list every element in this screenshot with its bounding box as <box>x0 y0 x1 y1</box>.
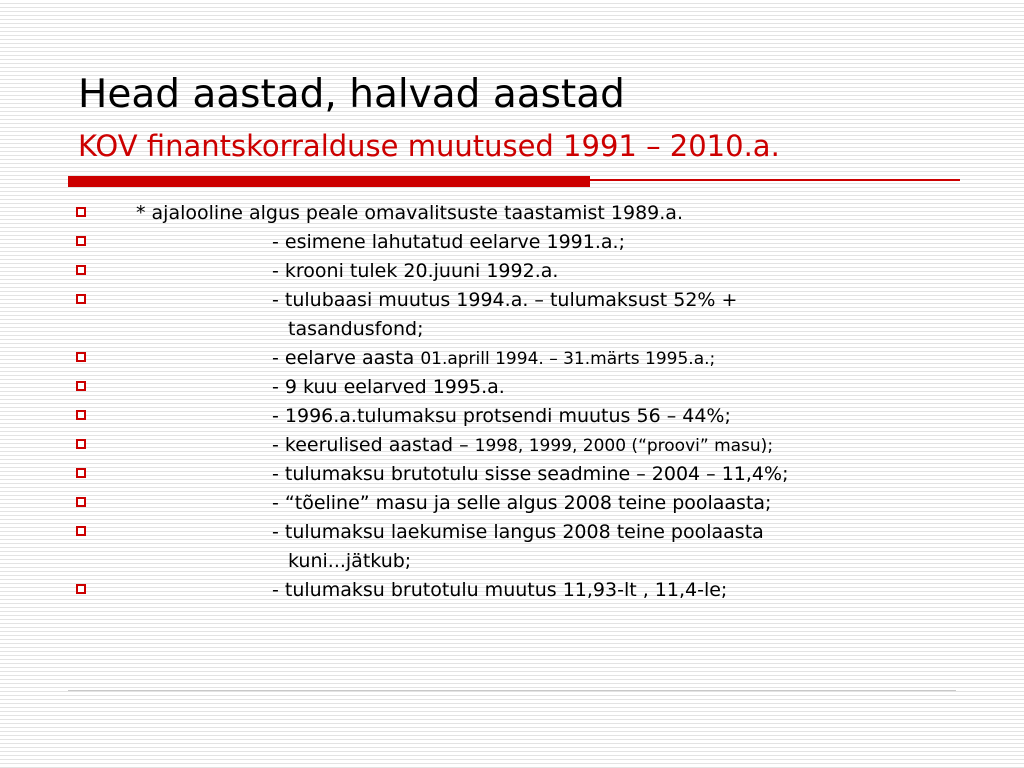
bullet-text-small: 1998, 1999, 2000 (“proovi” masu); <box>474 436 774 456</box>
bullet-continuation: kuni...jätkub; <box>288 550 412 572</box>
bullet-text-small: 01.aprill 1994. – 31.märts 1995.a.; <box>420 349 716 369</box>
hollow-square-icon <box>76 439 86 449</box>
bullet-text-main: - keerulised aastad – <box>272 434 475 456</box>
bullet-text: - 1996.a.tulumaksu protsendi muutus 56 – 44%; <box>272 405 731 427</box>
bullet-continuation: tasandusfond; <box>288 318 424 340</box>
bullet-text: * ajalooline algus peale omavalitsuste taastamist 1989.a. <box>136 202 683 224</box>
bullet-item <box>0 344 1024 373</box>
bullet-item <box>0 257 1024 286</box>
bullet-text: - tulumaksu laekumise langus 2008 teine poolaasta <box>272 521 764 543</box>
title-underline-thin <box>590 179 960 181</box>
bullet-text-main: - eelarve aasta <box>272 347 421 369</box>
hollow-square-icon <box>76 584 86 594</box>
bullet-item <box>0 199 1024 228</box>
bullet-item <box>0 431 1024 460</box>
hollow-square-icon <box>76 294 86 304</box>
slide-subtitle: KOV finantskorralduse muutused 1991 – 2010.a. <box>78 129 780 163</box>
bullet-item <box>0 373 1024 402</box>
bullet-item <box>0 489 1024 518</box>
hollow-square-icon <box>76 236 86 246</box>
bullet-text: - krooni tulek 20.juuni 1992.a. <box>272 260 559 282</box>
hollow-square-icon <box>76 207 86 217</box>
hollow-square-icon <box>76 381 86 391</box>
hollow-square-icon <box>76 526 86 536</box>
bullet-text: - esimene lahutatud eelarve 1991.a.; <box>272 231 625 253</box>
slide-title: Head aastad, halvad aastad <box>78 72 625 117</box>
hollow-square-icon <box>76 352 86 362</box>
bullet-text: - “tõeline” masu ja selle algus 2008 teine poolaasta; <box>272 492 772 514</box>
bullet-item <box>0 402 1024 431</box>
hollow-square-icon <box>76 265 86 275</box>
bullet-list <box>0 199 1024 605</box>
bullet-text: - tulumaksu brutotulu sisse seadmine – 2004 – 11,4%; <box>272 463 789 485</box>
bullet-item <box>0 576 1024 605</box>
footer-divider <box>68 690 956 691</box>
title-underline-thick <box>68 176 590 187</box>
bullet-item <box>0 228 1024 257</box>
hollow-square-icon <box>76 410 86 420</box>
hollow-square-icon <box>76 468 86 478</box>
bullet-text <box>272 431 773 461</box>
bullet-item <box>0 286 1024 344</box>
hollow-square-icon <box>76 497 86 507</box>
bullet-text: - 9 kuu eelarved 1995.a. <box>272 376 505 398</box>
bullet-item <box>0 518 1024 576</box>
bullet-item <box>0 460 1024 489</box>
bullet-text: - tulubaasi muutus 1994.a. – tulumaksust 52% + <box>272 289 738 311</box>
bullet-text: - tulumaksu brutotulu muutus 11,93-lt , 11,4-le; <box>272 579 728 601</box>
bullet-text <box>272 344 715 374</box>
